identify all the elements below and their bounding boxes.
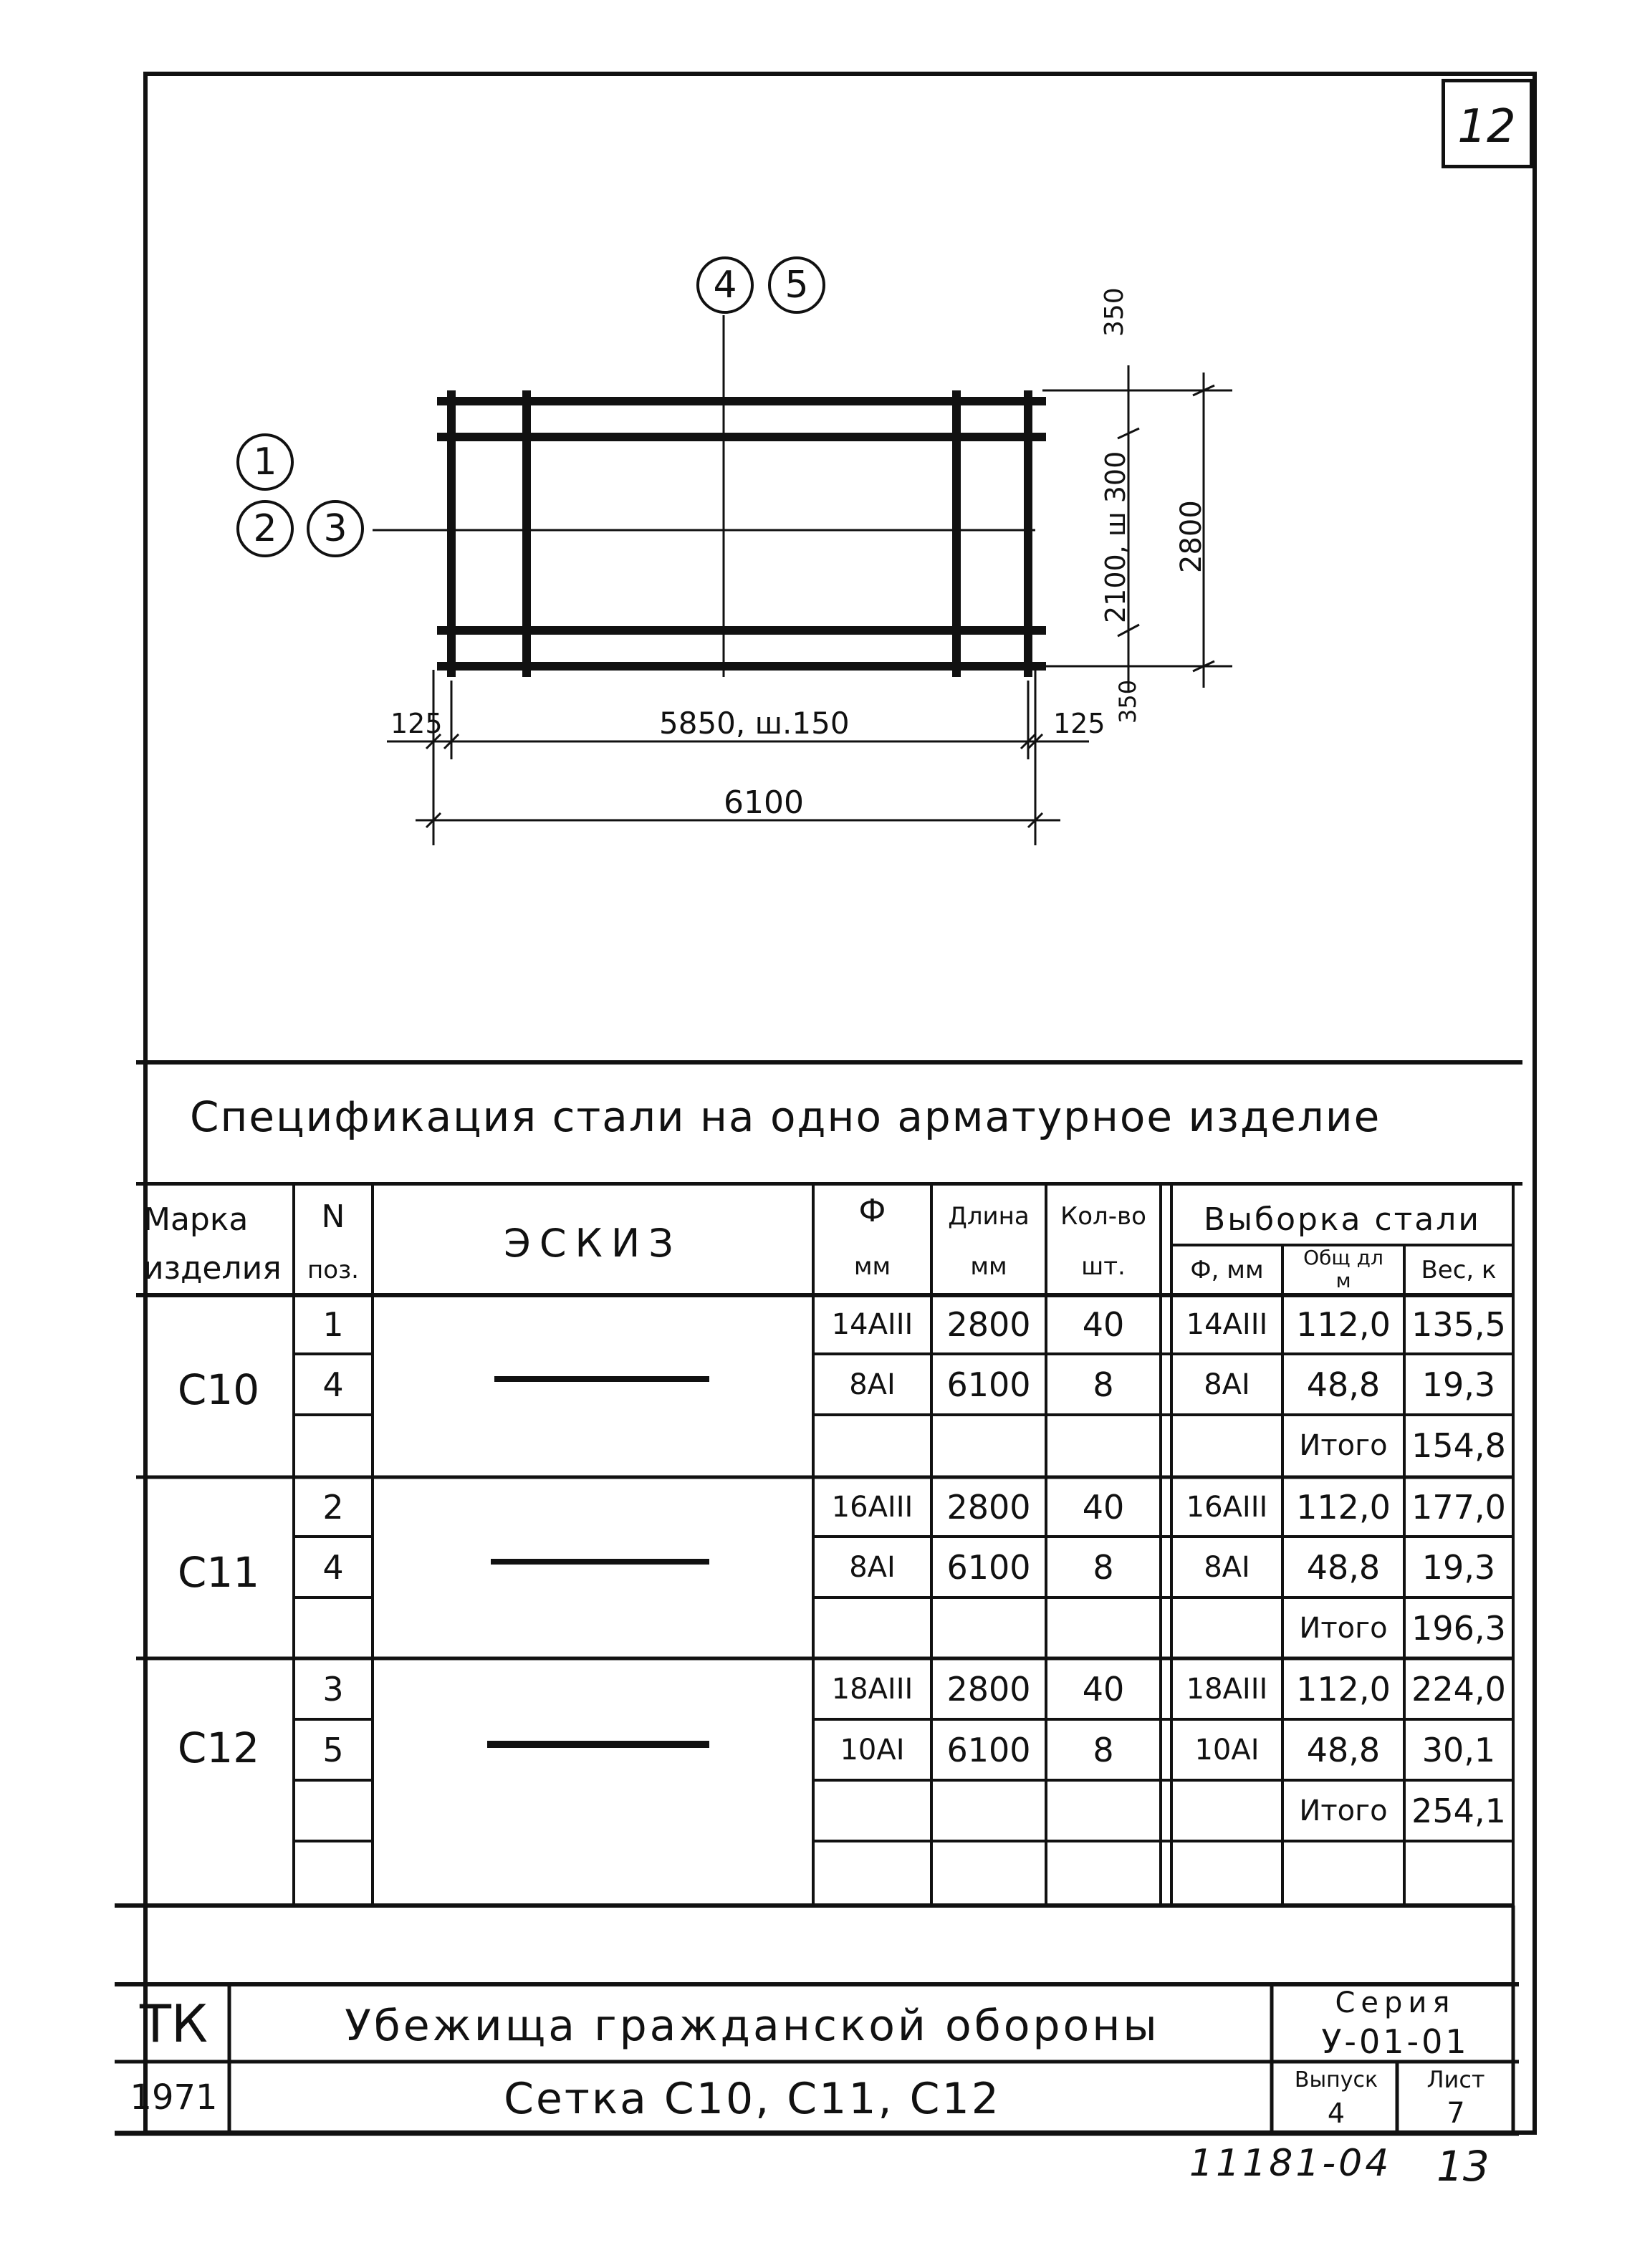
tb-sheet-label: Лист: [1426, 2066, 1485, 2093]
dim-total-v: 2800: [1175, 500, 1208, 573]
hdr-sel-weight: Вес, к: [1421, 1255, 1497, 1284]
total-value-c12: 254,1: [1411, 1791, 1506, 1830]
table-row-pos: 3: [322, 1669, 344, 1709]
tb-code: ТК: [139, 1994, 208, 2054]
table-row-sel-phi: 18АIII: [1186, 1672, 1268, 1706]
table-row-total-len: 48,8: [1306, 1547, 1381, 1587]
callout-5: 5: [785, 264, 809, 307]
table-row-phi: 14АIII: [831, 1308, 913, 1341]
hdr-sel-phi: Ф, мм: [1190, 1255, 1264, 1284]
table-row-total-len: 112,0: [1296, 1487, 1391, 1527]
total-value-c10: 154,8: [1411, 1426, 1506, 1465]
table-row-qty: 8: [1093, 1365, 1114, 1404]
tb-year: 1971: [130, 2077, 218, 2118]
dim-total-h: 6100: [724, 784, 804, 821]
tb-issue-value: 4: [1327, 2098, 1346, 2129]
tb-sheet-value: 7: [1447, 2097, 1465, 2130]
hdr-sel-len-2: м: [1335, 1269, 1351, 1292]
hdr-mark-2: изделия: [143, 1249, 282, 1287]
total-label: Итого: [1299, 1428, 1388, 1462]
mark-c12: С12: [177, 1724, 260, 1772]
hdr-sketch: ЭСКИЗ: [504, 1220, 682, 1266]
spec-title: Спецификация стали на одно арматурное изделие: [190, 1092, 1381, 1141]
table-row-qty: 8: [1093, 1547, 1114, 1587]
hdr-sel-len-1: Общ дл: [1303, 1246, 1383, 1269]
table-row-sel-phi: 14АIII: [1186, 1308, 1268, 1341]
mark-c11: С11: [177, 1548, 260, 1597]
table-row-weight: 30,1: [1421, 1730, 1496, 1769]
table-row-length: 6100: [946, 1730, 1031, 1769]
table-row-phi: 8АI: [849, 1368, 896, 1401]
table-row-qty: 40: [1082, 1487, 1125, 1527]
hdr-selection: Выборка стали: [1204, 1201, 1481, 1238]
dim-top-offset: 350: [1100, 287, 1129, 337]
dim-left-edge: 125: [390, 708, 443, 739]
table-row-weight: 224,0: [1411, 1669, 1506, 1709]
table-row-qty: 40: [1082, 1669, 1125, 1709]
dim-inner-span-v: 2100, ш 300: [1100, 451, 1131, 623]
hdr-pos-2: поз.: [307, 1255, 359, 1284]
total-label: Итого: [1299, 1611, 1388, 1645]
table-row-phi: 16АIII: [831, 1490, 913, 1524]
table-row-pos: 5: [322, 1730, 344, 1769]
callout-1: 1: [253, 441, 277, 484]
table-row-weight: 135,5: [1411, 1305, 1506, 1344]
table-row-total-len: 48,8: [1306, 1365, 1381, 1404]
callout-4: 4: [713, 264, 737, 307]
hdr-pos-1: N: [321, 1198, 345, 1235]
table-row-qty: 8: [1093, 1730, 1114, 1769]
table-row-pos: 2: [322, 1487, 344, 1527]
dim-right-edge: 125: [1053, 708, 1105, 739]
table-row-phi: 8АI: [849, 1550, 896, 1584]
table-row-weight: 19,3: [1421, 1547, 1496, 1587]
table-row-sel-phi: 10АI: [1194, 1733, 1260, 1767]
table-row-phi: 18АIII: [831, 1672, 913, 1706]
hdr-len-2: мм: [970, 1251, 1007, 1281]
table-row-length: 6100: [946, 1365, 1031, 1404]
table-row-length: 6100: [946, 1547, 1031, 1587]
hdr-mark-1: Марка: [143, 1201, 249, 1238]
total-value-c11: 196,3: [1411, 1608, 1506, 1648]
callout-3: 3: [323, 507, 347, 550]
table-row-sel-phi: 16АIII: [1186, 1490, 1268, 1524]
mark-c10: С10: [177, 1365, 260, 1414]
total-label: Итого: [1299, 1794, 1388, 1827]
tb-series-label: Серия: [1335, 1986, 1456, 2019]
table-row-total-len: 112,0: [1296, 1669, 1391, 1709]
hdr-phi-1: Ф: [858, 1192, 886, 1229]
bottom-page: 13: [1436, 2142, 1490, 2191]
tb-project: Убежища гражданской обороны: [345, 2000, 1160, 2051]
dim-bottom-offset: 350: [1114, 679, 1141, 724]
hdr-phi-2: мм: [853, 1251, 891, 1281]
table-row-sel-phi: 8АI: [1204, 1550, 1250, 1584]
table-row-pos: 4: [322, 1365, 344, 1404]
table-row-phi: 10АI: [840, 1733, 905, 1767]
hdr-qty-2: шт.: [1081, 1251, 1126, 1281]
hdr-qty-1: Кол-во: [1060, 1201, 1146, 1231]
sheet-number: 12: [1457, 100, 1516, 153]
tb-sheet-title: Сетка С10, С11, С12: [504, 2074, 1001, 2124]
tb-series-value: У-01-01: [1321, 2022, 1469, 2061]
hdr-len-1: Длина: [948, 1201, 1030, 1231]
table-row-pos: 4: [322, 1547, 344, 1587]
tb-issue-label: Выпуск: [1294, 2067, 1378, 2092]
table-row-total-len: 112,0: [1296, 1305, 1391, 1344]
table-row-total-len: 48,8: [1306, 1730, 1381, 1769]
table-row-qty: 40: [1082, 1305, 1125, 1344]
table-row-length: 2800: [946, 1487, 1031, 1527]
table-row-length: 2800: [946, 1305, 1031, 1344]
table-row-weight: 19,3: [1421, 1365, 1496, 1404]
table-row-length: 2800: [946, 1669, 1031, 1709]
bottom-stamp: 11181-04: [1189, 2142, 1392, 2185]
table-row-weight: 177,0: [1411, 1487, 1506, 1527]
callout-2: 2: [253, 507, 277, 550]
table-row-pos: 1: [322, 1305, 344, 1344]
table-row-sel-phi: 8АI: [1204, 1368, 1250, 1401]
dim-inner-span-h: 5850, ш.150: [659, 706, 850, 741]
